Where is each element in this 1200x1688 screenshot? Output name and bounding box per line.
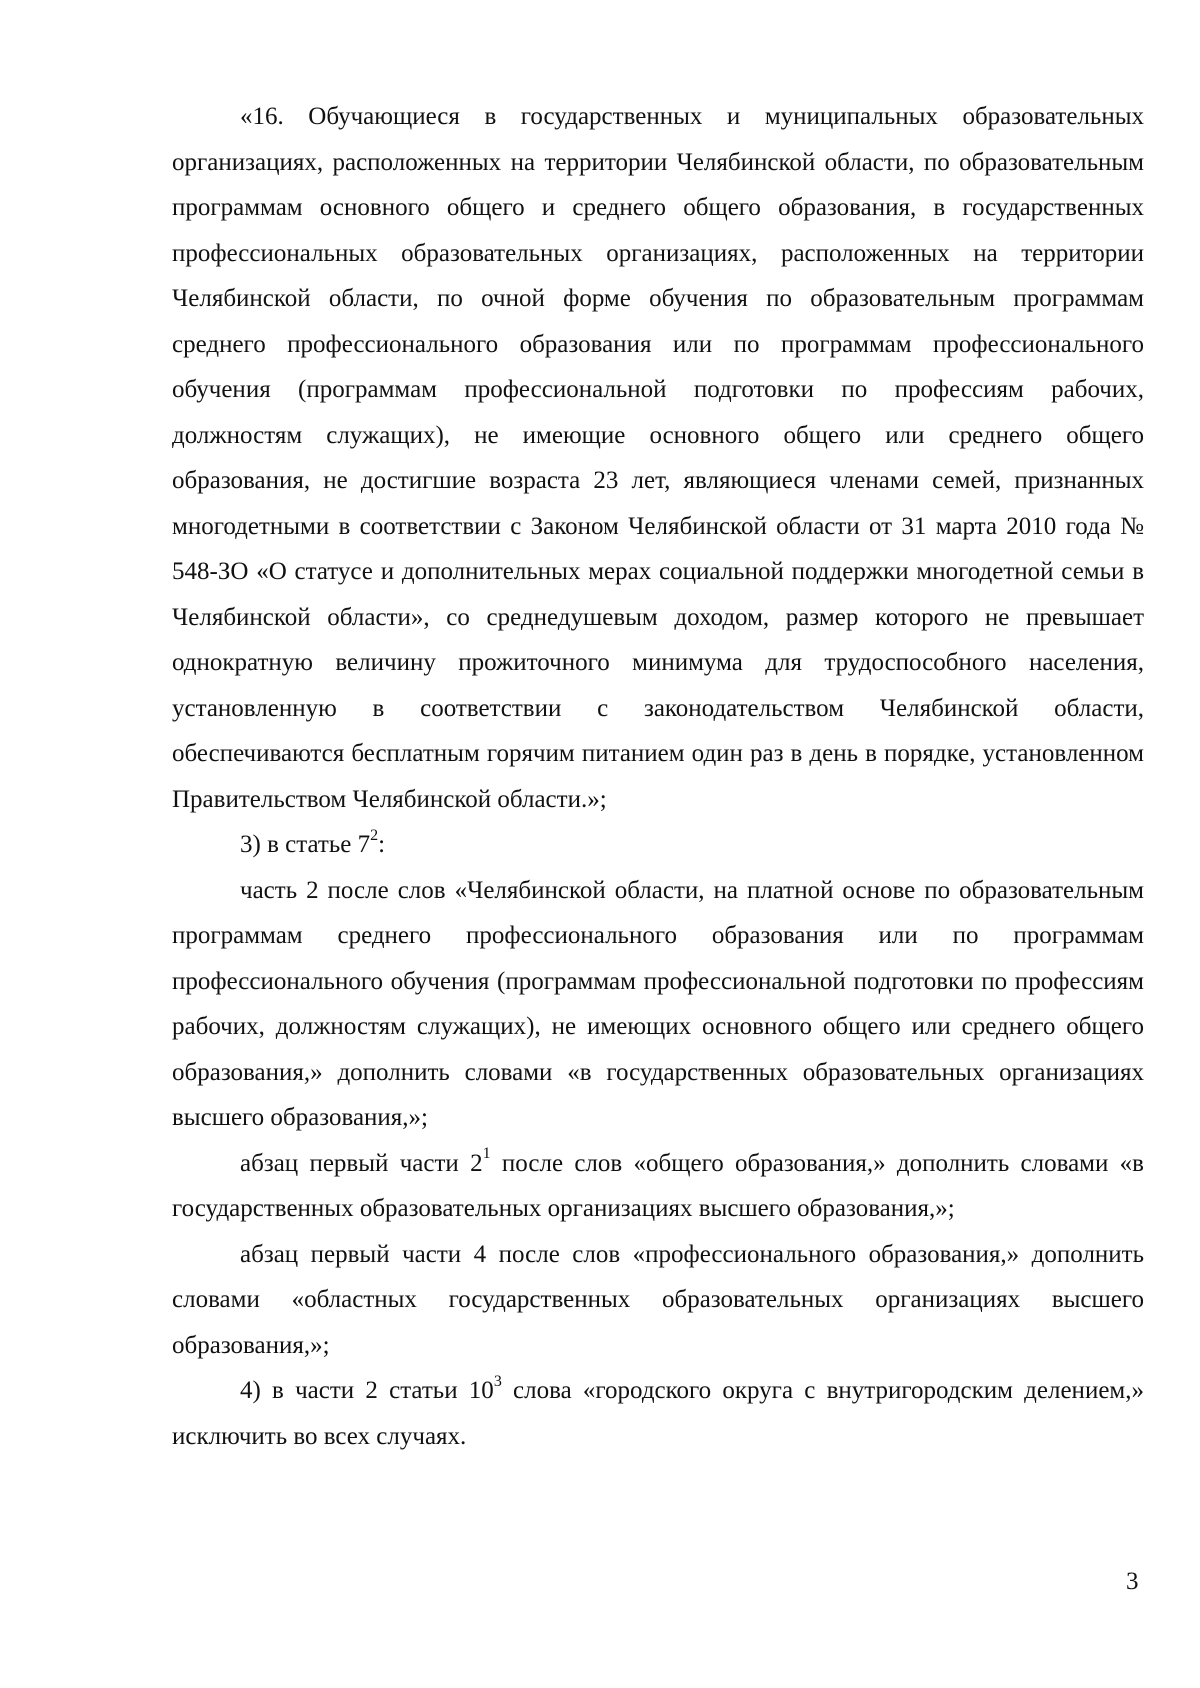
paragraph-part-2: часть 2 после слов «Челябинской области, на платной основе по образовательным программам среднего профессионального образования или по программам профессионального обучения (программам профессиональной подготовки по профессиям рабочих, должностям служащих), не имеющих основного общего или среднего общего образования,» дополнить словами «в государственных образовательных организациях высшего образования,»; [172, 876, 1144, 1131]
paragraph-16: «16. Обучающиеся в государственных и муниципальных образовательных организациях, расположенных на территории Челябинской области, по образовательным программам основного общего и среднего общего образования, в государственных профессиональных образовательных организациях, расположенных на территории Челябинской области, по очной форме обучения по образовательным программам среднего профессионального образования или по программам профессионального обучения (программам профессиональной подготовки по профессиям рабочих, должностям служащих), не имеющие основного общего или среднего общего образования, не достигшие возраста 23 лет, являющиеся членами семей, признанных многодетными в соответствии с Законом Челябинской области от 31 марта 2010 года № 548-ЗО «О статусе и дополнительных мерах социальной поддержки многодетной семьи в Челябинской области», со среднедушевым доходом, размер которого не превышает однократную величину прожиточного минимума для трудоспособного населения, установленную в соответствии с законодательством Челябинской области, обеспечиваются бесплатным горячим питанием один раз в день в порядке, установленном Правительством Челябинской области.»; [172, 103, 1144, 813]
paragraph-article-10-3: 4) в части 2 статьи $10^3$ слова «городского округа с внутригородским делением,» исключить во всех случаях. [172, 1372, 1144, 1450]
superscript: 2 [370, 826, 379, 844]
paragraph-part-4: абзац первый части 4 после слов «профессионального образования,» дополнить словами «областных государственных образовательных организациях высшего образования,»; [172, 1240, 1144, 1359]
document-body [172, 94, 1144, 1459]
superscript: 3 [493, 1372, 502, 1390]
paragraph-article-7-2: 3) в статье $7^2$: [240, 826, 386, 858]
page-number: 3 [1126, 1568, 1139, 1595]
superscript: 1 [482, 1145, 491, 1163]
paragraph-part-2-1: абзац первый части $2^1$ после слов «общего образования,» дополнить словами «в государственных образовательных организациях высшего образования,»; [172, 1145, 1144, 1222]
